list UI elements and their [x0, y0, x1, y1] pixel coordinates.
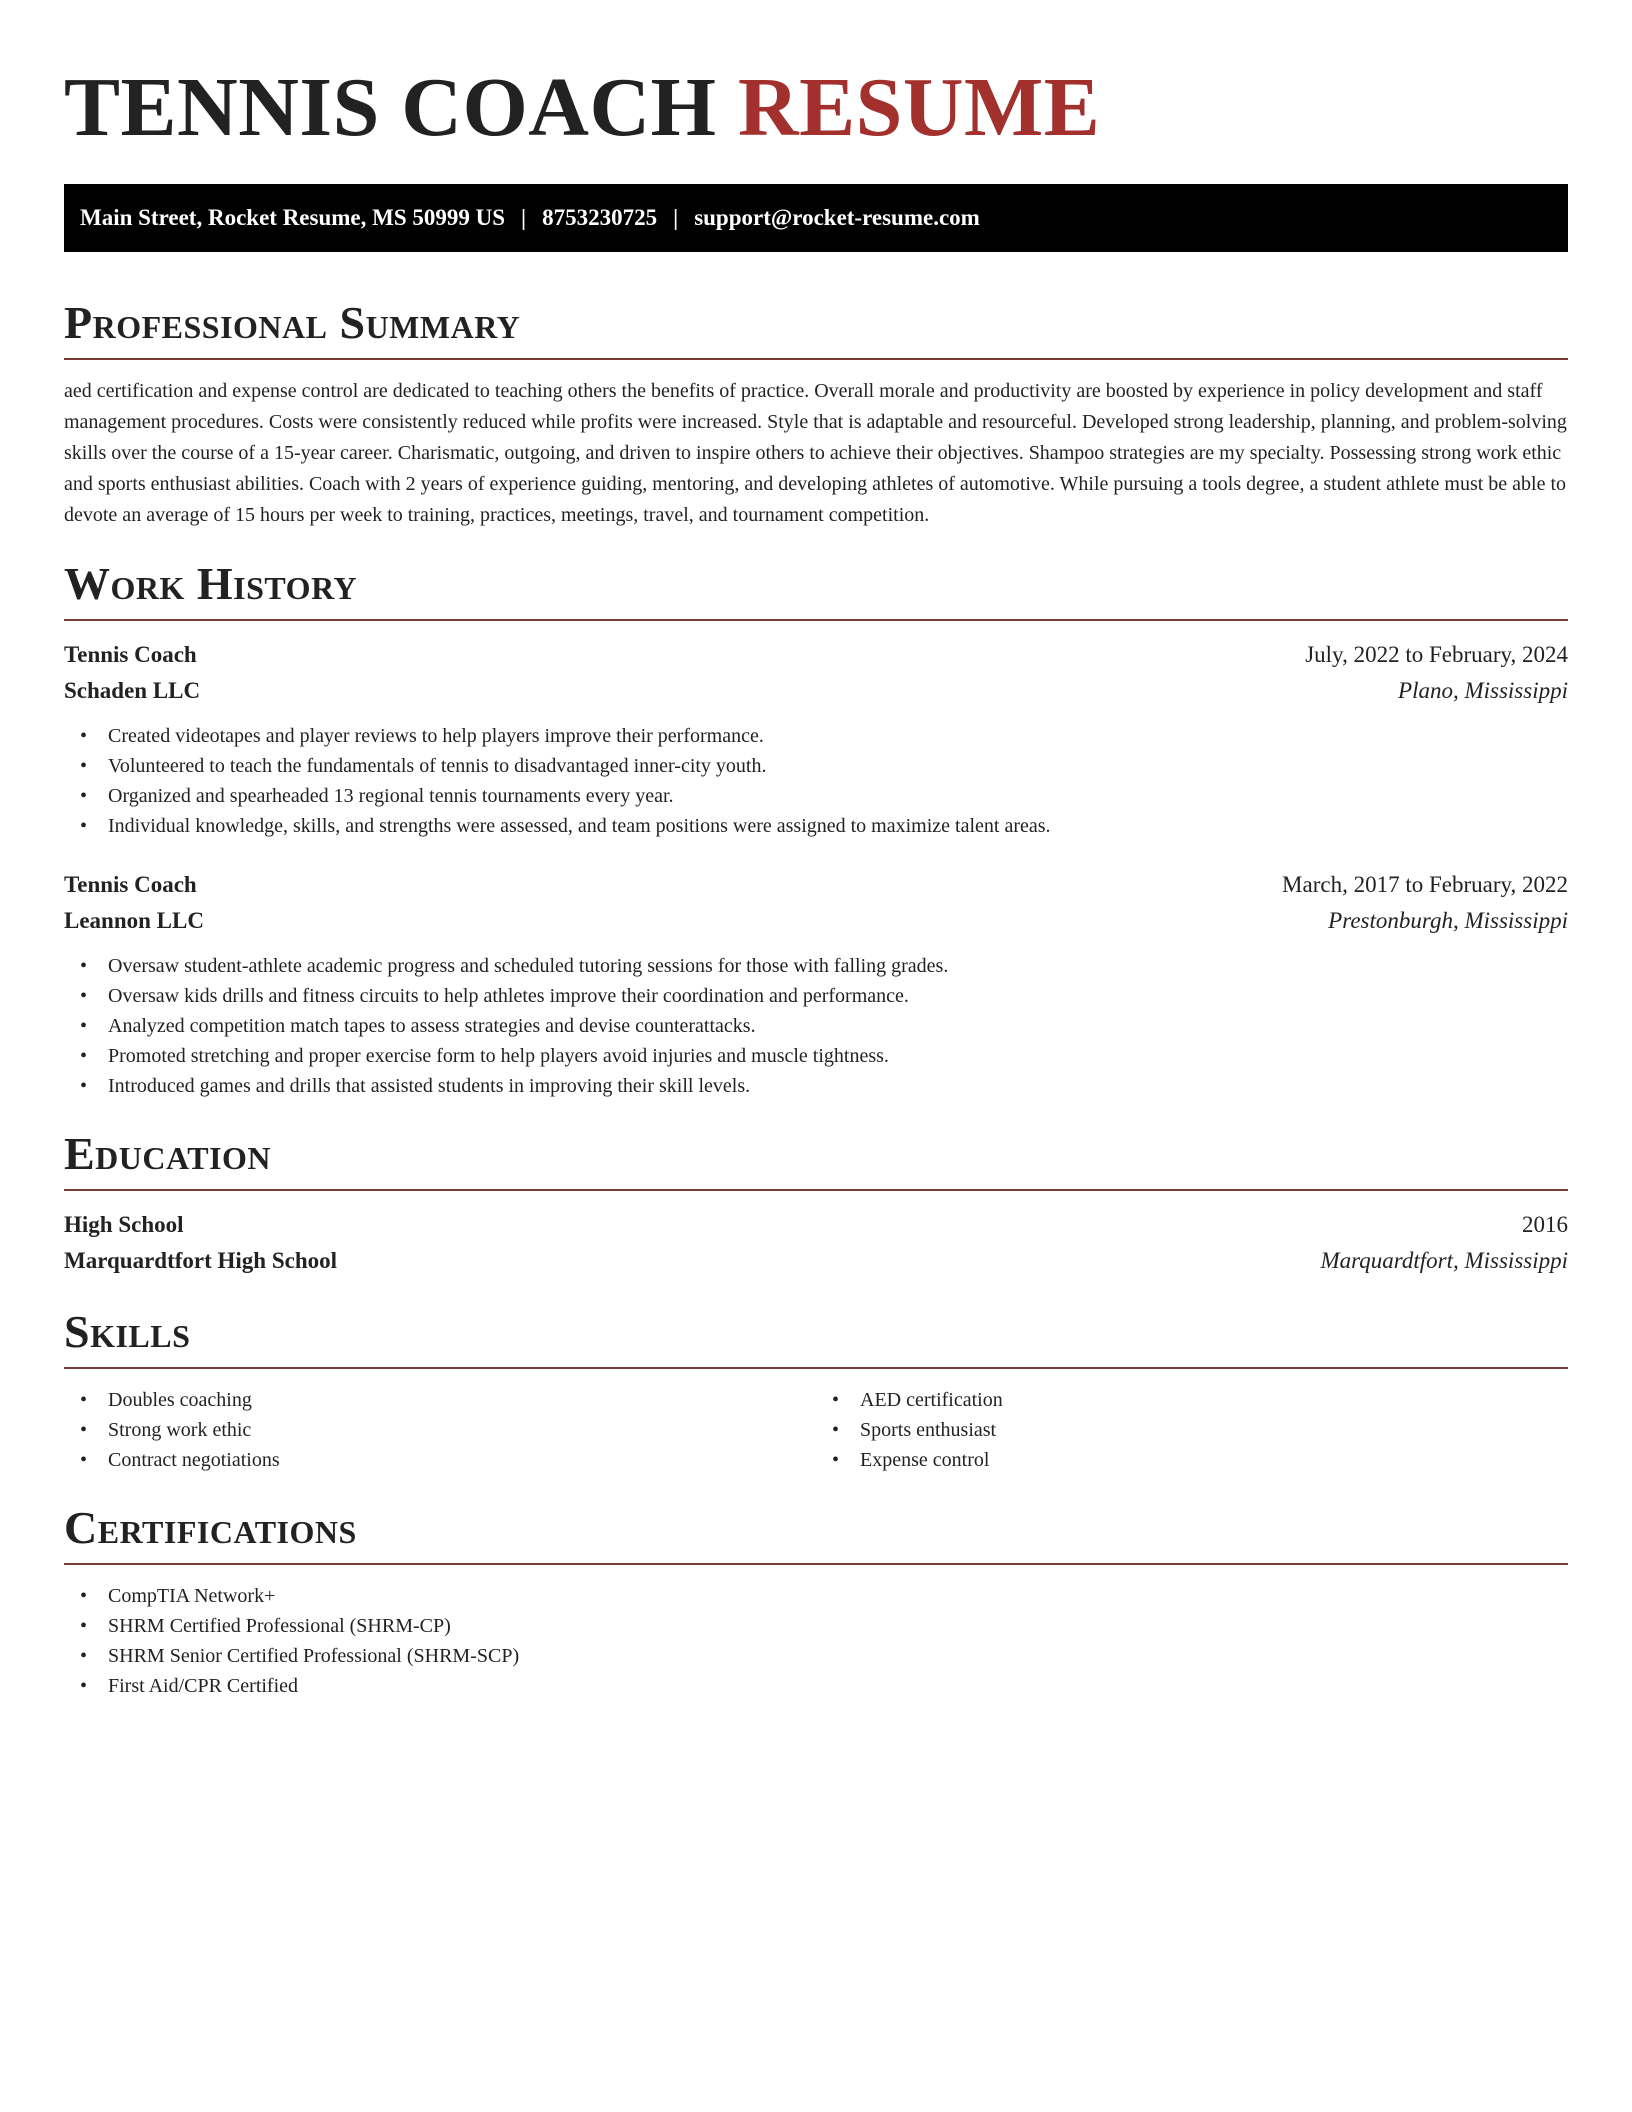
education-school: Marquardtfort High School — [64, 1248, 338, 1273]
skills-section — [64, 1305, 1568, 1475]
education-year: 2016 — [1522, 1212, 1568, 1237]
work-section — [64, 557, 1568, 1101]
title-main: TENNIS COACH — [64, 61, 717, 154]
section-divider — [64, 1189, 1568, 1191]
job-entry — [64, 867, 1568, 1101]
certifications-section — [64, 1501, 1568, 1701]
contact-address: Main Street, Rocket Resume, MS 50999 US — [80, 205, 506, 230]
job-location: Prestonburgh, Mississippi — [1328, 908, 1568, 933]
list-item: • SHRM Certified Professional (SHRM-CP) — [80, 1611, 1568, 1641]
education-degree-row — [64, 1207, 1568, 1243]
job-bullets — [64, 721, 1568, 841]
job-company: Leannon LLC — [64, 908, 204, 933]
list-item: • Contract negotiations — [80, 1445, 816, 1475]
section-divider — [64, 619, 1568, 621]
list-item: • Doubles coaching — [80, 1385, 816, 1415]
list-item: • AED certification — [832, 1385, 1568, 1415]
job-company: Schaden LLC — [64, 678, 201, 703]
list-item: • Promoted stretching and proper exercise form to help players avoid injuries and muscle tightness. — [80, 1041, 1568, 1071]
summary-section — [64, 296, 1568, 531]
list-item: • Expense control — [832, 1445, 1568, 1475]
contact-separator: | — [673, 205, 679, 230]
resume-title — [64, 60, 1568, 156]
list-item: • Analyzed competition match tapes to assess strategies and devise counterattacks. — [80, 1011, 1568, 1041]
education-location: Marquardtfort, Mississippi — [1320, 1248, 1568, 1273]
job-title: Tennis Coach — [64, 642, 197, 667]
list-item: • Oversaw student-athlete academic progress and scheduled tutoring sessions for those with falling grades. — [80, 951, 1568, 981]
job-header-row — [64, 867, 1568, 903]
section-divider — [64, 1563, 1568, 1565]
list-item: • Introduced games and drills that assisted students in improving their skill levels. — [80, 1071, 1568, 1101]
job-header-row — [64, 637, 1568, 673]
job-dates: July, 2022 to February, 2024 — [1305, 642, 1568, 667]
list-item: • Individual knowledge, skills, and strengths were assessed, and team positions were assigned to maximize talent areas. — [80, 811, 1568, 841]
list-item: • Sports enthusiast — [832, 1415, 1568, 1445]
education-section — [64, 1127, 1568, 1279]
list-item: • CompTIA Network+ — [80, 1581, 1568, 1611]
summary-heading: Professional Summary — [64, 297, 521, 348]
list-item: • Created videotapes and player reviews to help players improve their performance. — [80, 721, 1568, 751]
certifications-heading: Certifications — [64, 1502, 357, 1553]
job-location: Plano, Mississippi — [1398, 678, 1568, 703]
job-title: Tennis Coach — [64, 872, 197, 897]
education-school-row — [64, 1243, 1568, 1279]
skills-grid — [64, 1385, 1568, 1475]
contact-separator: | — [521, 205, 527, 230]
contact-email: support@rocket-resume.com — [694, 205, 980, 230]
skills-list-right — [816, 1385, 1568, 1475]
list-item: • Volunteered to teach the fundamentals of tennis to disadvantaged inner-city youth. — [80, 751, 1568, 781]
section-divider — [64, 358, 1568, 360]
summary-text: aed certification and expense control are dedicated to teaching others the benefits of practice. Overall morale and productivity are boosted by experience in policy development and staff management procedures. Costs were consistently reduced while profits were increased. Style that is adaptable and resourceful. Developed strong leadership, planning, and problem-solving skills over the course of a 15-year career. Charismatic, outgoing, and driven to inspire others to achieve their objectives. Shampoo strategies are my specialty. Possessing strong work ethic and sports enthusiast abilities. Coach with 2 years of experience guiding, mentoring, and developing athletes of automotive. While pursuing a tools degree, a student athlete must be able to devote an average of 15 hours per week to training, practices, meetings, travel, and tournament competition. — [64, 380, 1567, 526]
list-item: • SHRM Senior Certified Professional (SHRM-SCP) — [80, 1641, 1568, 1671]
job-entry — [64, 637, 1568, 841]
title-accent: RESUME — [737, 61, 1101, 154]
list-item: • First Aid/CPR Certified — [80, 1671, 1568, 1701]
list-item: • Oversaw kids drills and fitness circuits to help athletes improve their coordination and performance. — [80, 981, 1568, 1011]
job-dates: March, 2017 to February, 2022 — [1282, 872, 1568, 897]
job-company-row — [64, 903, 1568, 939]
skills-heading: Skills — [64, 1306, 191, 1357]
contact-phone: 8753230725 — [542, 205, 658, 230]
certifications-list — [64, 1581, 1568, 1701]
skills-list-left — [64, 1385, 816, 1475]
section-divider — [64, 1367, 1568, 1369]
list-item: • Strong work ethic — [80, 1415, 816, 1445]
job-bullets — [64, 951, 1568, 1101]
list-item: • Organized and spearheaded 13 regional tennis tournaments every year. — [80, 781, 1568, 811]
contact-bar — [64, 184, 1568, 252]
work-heading: Work History — [64, 558, 358, 609]
education-degree: High School — [64, 1212, 184, 1237]
education-heading: Education — [64, 1128, 272, 1179]
job-company-row — [64, 673, 1568, 709]
